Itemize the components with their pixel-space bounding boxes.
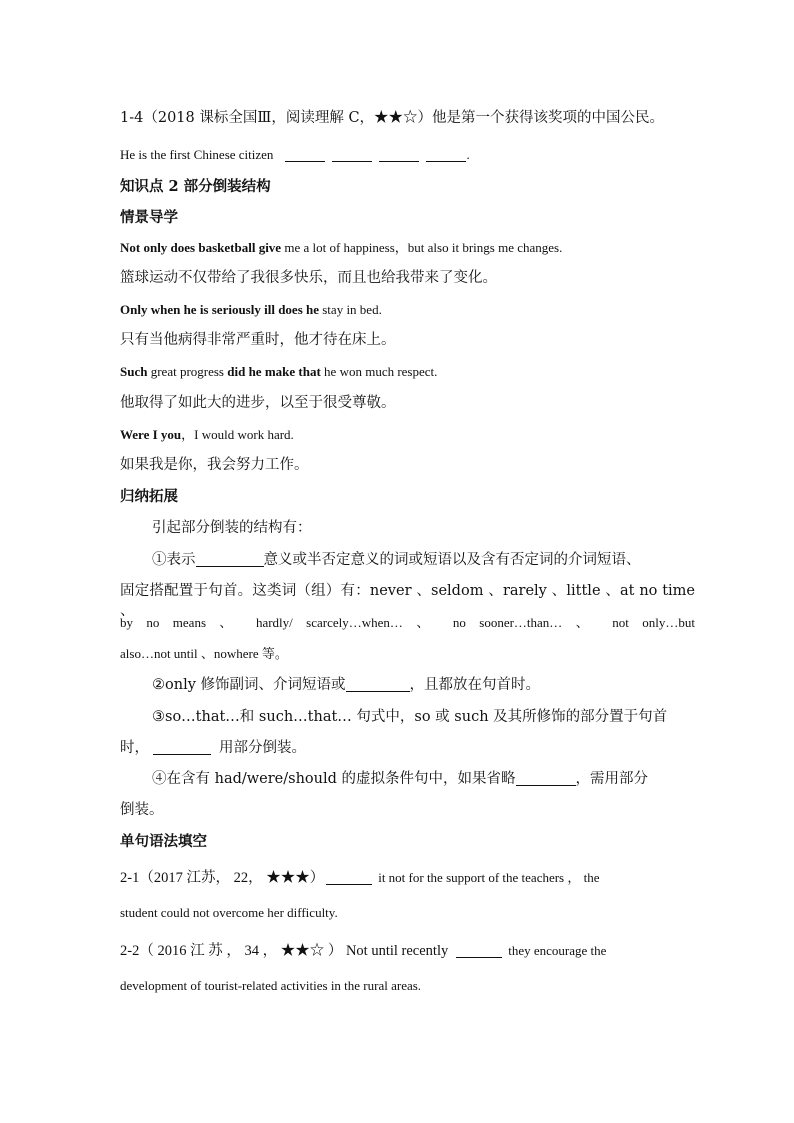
question-1-4-english: He is the first Chinese citizen	[120, 147, 274, 162]
answer-blank[interactable]	[346, 677, 410, 692]
answer-blank[interactable]	[426, 147, 466, 162]
section-title: 知识点 2 部分倒装结构	[120, 178, 271, 195]
answer-blank[interactable]	[516, 771, 576, 786]
answer-blank[interactable]	[456, 943, 502, 958]
question-2-1-line-2: student could not overcome her difficulty.	[120, 905, 338, 920]
point-4-line-1: ④在含有 had/were/should 的虚拟条件句中，如果省略 ，需用部分	[152, 771, 649, 787]
question-2-2-line-1: 2-2（ 2016 江 苏 ， 34 ， ★★☆ ） Not until recently they encourage the	[120, 943, 607, 959]
exercise-title: 单句语法填空	[120, 833, 207, 850]
answer-blank[interactable]	[332, 147, 372, 162]
point-4-line-2: 倒装。	[120, 802, 164, 818]
guide-title: 情景导学	[120, 209, 178, 226]
point-3-line-1: ③so…that…和 such…that… 句式中，so 或 such 及其所修饰的部分置于句首	[152, 709, 668, 725]
answer-blank[interactable]	[285, 147, 325, 162]
example-3-chinese: 他取得了如此大的进步，以至于很受尊敬。	[120, 395, 396, 411]
point-1-line-1: ①表示 意义或半否定意义的词或短语以及含有否定词的介词短语、	[152, 552, 641, 568]
example-2-chinese: 只有当他病得非常严重时，他才待在床上。	[120, 332, 396, 348]
question-2-2-line-2: development of tourist-related activities in the rural areas.	[120, 978, 422, 993]
example-2-english: Only when he is seriously ill does he stay in bed.	[120, 302, 382, 317]
answer-blank[interactable]	[153, 740, 211, 755]
question-2-1-line-1: 2-1（2017 江苏， 22， ★★★） it not for the support of the teachers ， the	[120, 870, 600, 886]
answer-blank[interactable]	[379, 147, 419, 162]
example-4-chinese: 如果我是你，我会努力工作。	[120, 457, 309, 473]
answer-blank[interactable]	[326, 870, 372, 885]
summary-intro: 引起部分倒装的结构有：	[152, 520, 312, 536]
example-4-english: Were I you，I would work hard.	[120, 427, 294, 442]
point-3-line-2: 时， 用部分倒装。	[120, 740, 306, 756]
point-2: ②only 修饰副词、介词短语或 ，且都放在句首时。	[152, 677, 541, 693]
answer-blank[interactable]	[196, 552, 264, 567]
point-1-line-3: by no means 、 hardly/ scarcely…when… 、 no sooner…than… 、 not only…but	[120, 615, 695, 630]
point-1-line-4: also…not until 、nowhere 等。	[120, 646, 288, 661]
point-1-line-2: 固定搭配置于句首。这类词（组）有：never 、seldom 、rarely 、little 、at no time 、	[120, 583, 695, 619]
example-1-chinese: 篮球运动不仅带给了我很多快乐，而且也给我带来了变化。	[120, 270, 497, 286]
question-1-4-answer-line: He is the first Chinese citizen .	[120, 147, 470, 162]
summary-title: 归纳拓展	[120, 488, 178, 505]
example-1-english: Not only does basketball give me a lot of happiness，but also it brings me changes.	[120, 240, 563, 255]
question-1-4-prompt: 1-4（2018 课标全国Ⅲ，阅读理解 C，★★☆）他是第一个获得该奖项的中国公民。	[120, 110, 665, 126]
example-3-english: Such great progress did he make that he won much respect.	[120, 364, 438, 379]
